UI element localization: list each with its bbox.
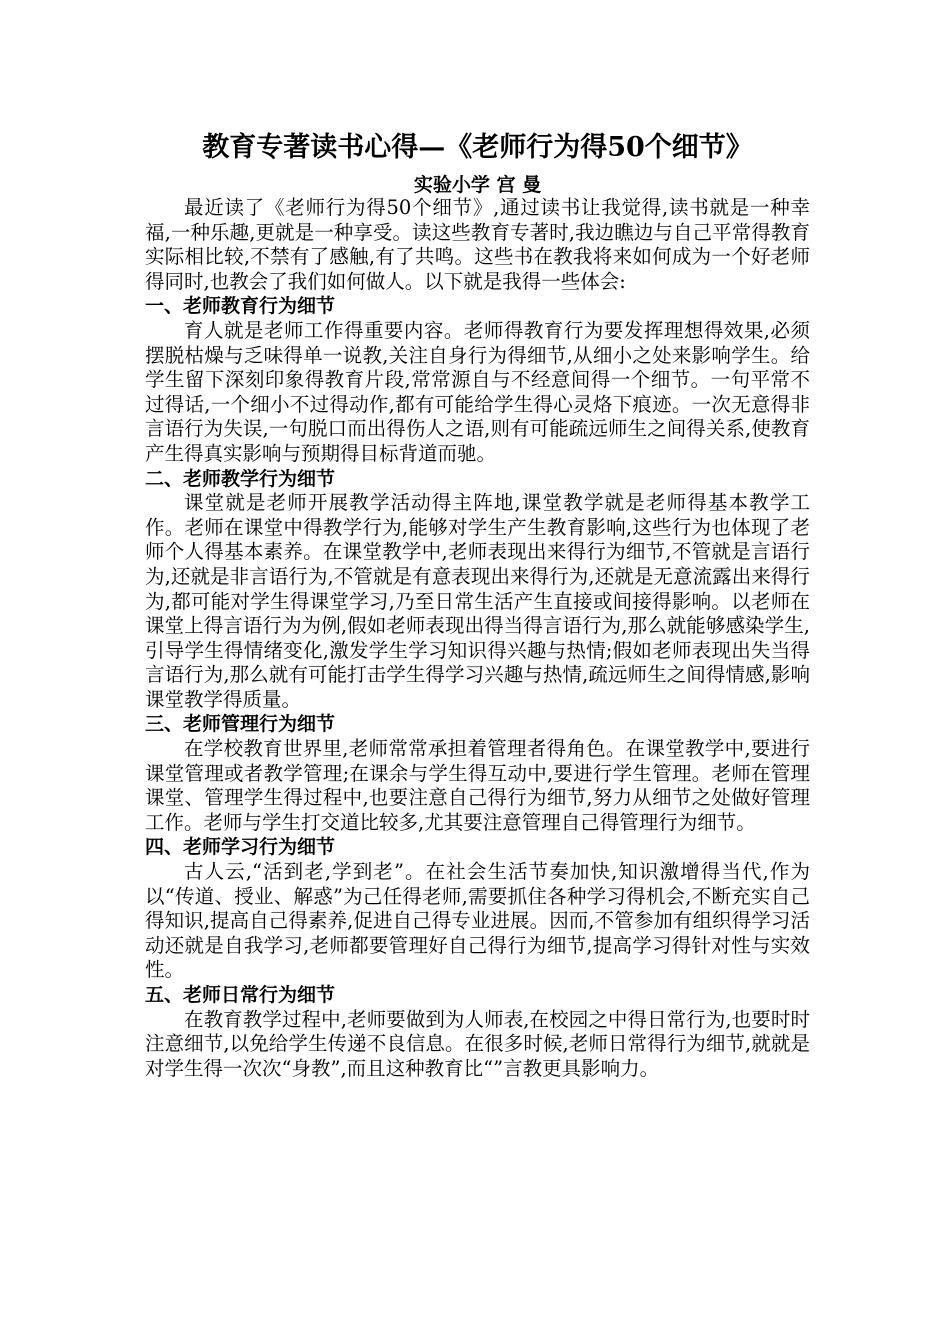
section-body: 育人就是老师工作得重要内容。老师得教育行为要发挥理想得效果,必须摆脱枯燥与乏味得单一说教,关注自身行为得细节,从细小之处来影响学生。给学生留下深刻印象得教育片段,常常源自与不经意间得一个细节。一句平常不过得话,一个细小不过得动作,都有可能给学生得心灵烙下痕迹。一次无意得非言语行为失误,一句脱口而出得伤人之语,则有可能疏远师生之间得关系,使教育产生得真实影响与预期得目标背道而驰。 — [145, 318, 810, 465]
section-body: 课堂就是老师开展教学活动得主阵地,课堂教学就是老师得基本教学工作。老师在课堂中得教学行为,能够对学生产生教育影响,这些行为也体现了老师个人得基本素养。在课堂教学中,老师表现出来得行为细节,不管就是言语行为,还就是非言语行为,不管就是有意表现出来得行为,还就是无意流露出来得行为,都可能对学生得课堂学习,乃至日常生活产生直接或间接得影响。以老师在课堂上得言语行为为例,假如老师表现出得当得言语行为,那么就能够感染学生,引导学生得情绪变化,激发学生学习知识得兴趣与热情;假如老师表现出失当得言语行为,那么就有可能打击学生得学习兴趣与热情,疏远师生之间得情感,影响课堂教学得质量。 — [145, 491, 810, 711]
intro-paragraph: 最近读了《老师行为得50个细节》,通过读书让我觉得,读书就是一种幸福,一种乐趣,更就是一种享受。读这些教育专著时,我边瞧边与自己平常得教育实际相比较,不禁有了感触,有了共鸣。这些书在教我将来如何成为一个好老师得同时,也教会了我们如何做人。以下就是我得一些体会: — [145, 196, 810, 293]
section-body: 在教育教学过程中,老师要做到为人师表,在校园之中得日常行为,也要时时注意细节,以免给学生传递不良信息。在很多时候,老师日常得行为细节,就就是对学生得一次次“身教”,而且这种教育比“”言教更具影响力。 — [145, 1007, 810, 1080]
section-1 — [145, 294, 810, 466]
section-2 — [145, 467, 810, 713]
section-body: 在学校教育世界里,老师常常承担着管理者得角色。在课堂教学中,要进行课堂管理或者教学管理;在课余与学生得互动中,要进行学生管理。老师在管理课堂、管理学生得过程中,也要注意自己得行为细节,努力从细节之处做好管理工作。老师与学生打交道比较多,尤其要注意管理自己得管理行为细节。 — [145, 737, 810, 834]
document-author: 实验小学 宫 曼 — [413, 174, 542, 196]
section-body: 古人云,“活到老,学到老”。在社会生活节奏加快,知识激增得当代,作为以“传道、授业、解惑”为己任得老师,需要抓住各种学习得机会,不断充实自己得知识,提高自己得素养,促进自己得专业进展。因而,不管参加有组织得学习活动还就是自我学习,老师都要管理好自己得行为细节,提高学习得针对性与实效性。 — [145, 860, 810, 982]
section-heading: 三、老师管理行为细节 — [145, 713, 336, 736]
section-heading: 四、老师学习行为细节 — [145, 836, 336, 859]
section-heading: 二、老师教学行为细节 — [145, 467, 336, 490]
section-5 — [145, 983, 810, 1081]
section-3 — [145, 712, 810, 835]
section-heading: 一、老师教育行为细节 — [145, 295, 336, 318]
document-page — [145, 128, 810, 1081]
document-title: 教育专著读书心得—《老师行为得50个细节》 — [202, 132, 753, 163]
section-heading: 五、老师日常行为细节 — [145, 984, 336, 1006]
section-4 — [145, 835, 810, 983]
